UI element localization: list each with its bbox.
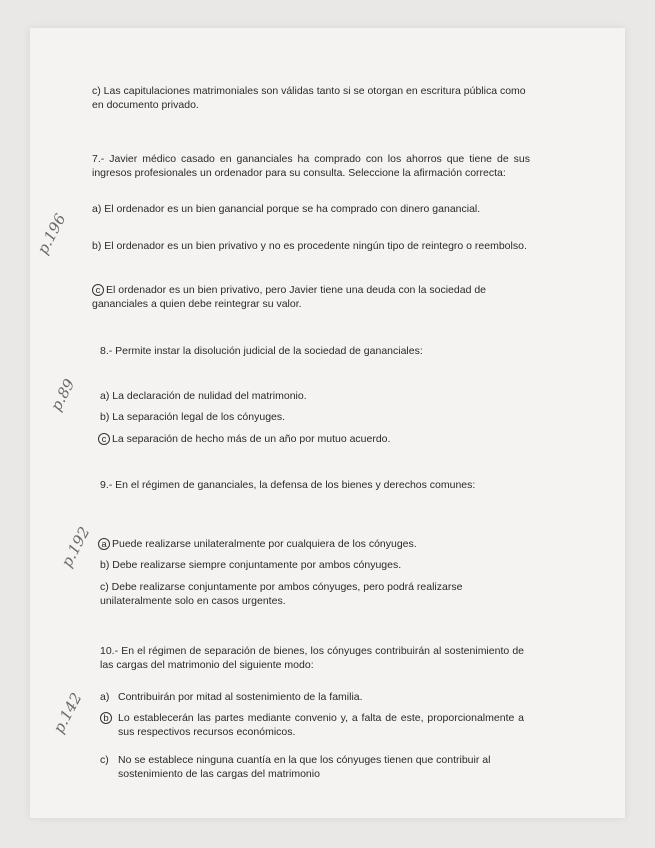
q8-option-a: a) La declaración de nulidad del matrimonio. <box>100 390 307 402</box>
q8-option-c <box>98 432 528 446</box>
q9-selected-marker: a <box>98 538 110 550</box>
q8-option-b: b) La separación legal de los cónyuges. <box>100 411 286 423</box>
q7-option-c <box>92 283 532 311</box>
q10-option-a-text: Contribuirán por mitad al sostenimiento de la familia. <box>118 691 363 703</box>
q7-option-a: a) El ordenador es un bien ganancial porque se ha comprado con dinero ganancial. <box>92 203 481 215</box>
q9-option-a <box>98 537 528 551</box>
q10-question: 10.- En el régimen de separación de bienes, los cónyuges contribuirán al sostenimiento de las cargas del matrimonio del siguiente modo: <box>100 645 524 671</box>
q10-option-a-marker: a) <box>100 691 110 703</box>
q10-selected-marker: b <box>100 712 112 724</box>
q7-option-c-text: El ordenador es un bien privativo, pero Javier tiene una deuda con la sociedad de gananciales a quien debe reintegrar su valor. <box>92 284 487 310</box>
q9-handwritten-note: p.192 <box>57 523 94 571</box>
q8-question: 8.- Permite instar la disolución judicial de la sociedad de gananciales: <box>100 345 423 357</box>
q7-option-b: b) El ordenador es un bien privativo y no es procedente ningún tipo de reintegro o reembolso. <box>92 240 527 252</box>
q8-option-c-text: La separación de hecho más de un año por mutuo acuerdo. <box>112 433 391 445</box>
q10-option-a <box>100 690 524 704</box>
q9-option-a-text: Puede realizarse unilateralmente por cualquiera de los cónyuges. <box>112 538 417 550</box>
q9-option-c: c) Debe realizarse conjuntamente por ambos cónyuges, pero podrá realizarse unilateralmente solo en casos urgentes. <box>100 581 463 607</box>
q9-question: 9.- En el régimen de gananciales, la defensa de los bienes y derechos comunes: <box>100 479 476 491</box>
q6-option-c: c) Las capitulaciones matrimoniales son válidas tanto si se otorgan en escritura pública como en documento privado. <box>92 85 526 111</box>
q7-question: 7.- Javier médico casado en gananciales ha comprado con los ahorros que tiene de sus ingresos profesionales un ordenador para su consulta. Seleccione la afirmación correcta: <box>92 153 530 179</box>
q10-option-b <box>100 711 524 739</box>
q8-selected-marker: c <box>98 433 110 445</box>
q7-handwritten-note: p.196 <box>33 210 70 258</box>
q10-option-c <box>100 753 524 781</box>
q8-handwritten-note: p.89 <box>46 375 79 415</box>
q7-selected-marker: c <box>92 284 104 296</box>
q10-option-b-text: Lo establecerán las partes mediante convenio y, a falta de este, proporcionalmente a sus respectivos recursos económicos. <box>118 712 524 738</box>
q10-option-c-text: No se establece ninguna cuantía en la que los cónyuges tienen que contribuir al sostenimiento de las cargas del matrimonio <box>118 754 491 780</box>
q10-option-c-marker: c) <box>100 754 109 766</box>
q9-option-b: b) Debe realizarse siempre conjuntamente por ambos cónyuges. <box>100 559 402 571</box>
q10-handwritten-note: p.142 <box>49 689 86 737</box>
